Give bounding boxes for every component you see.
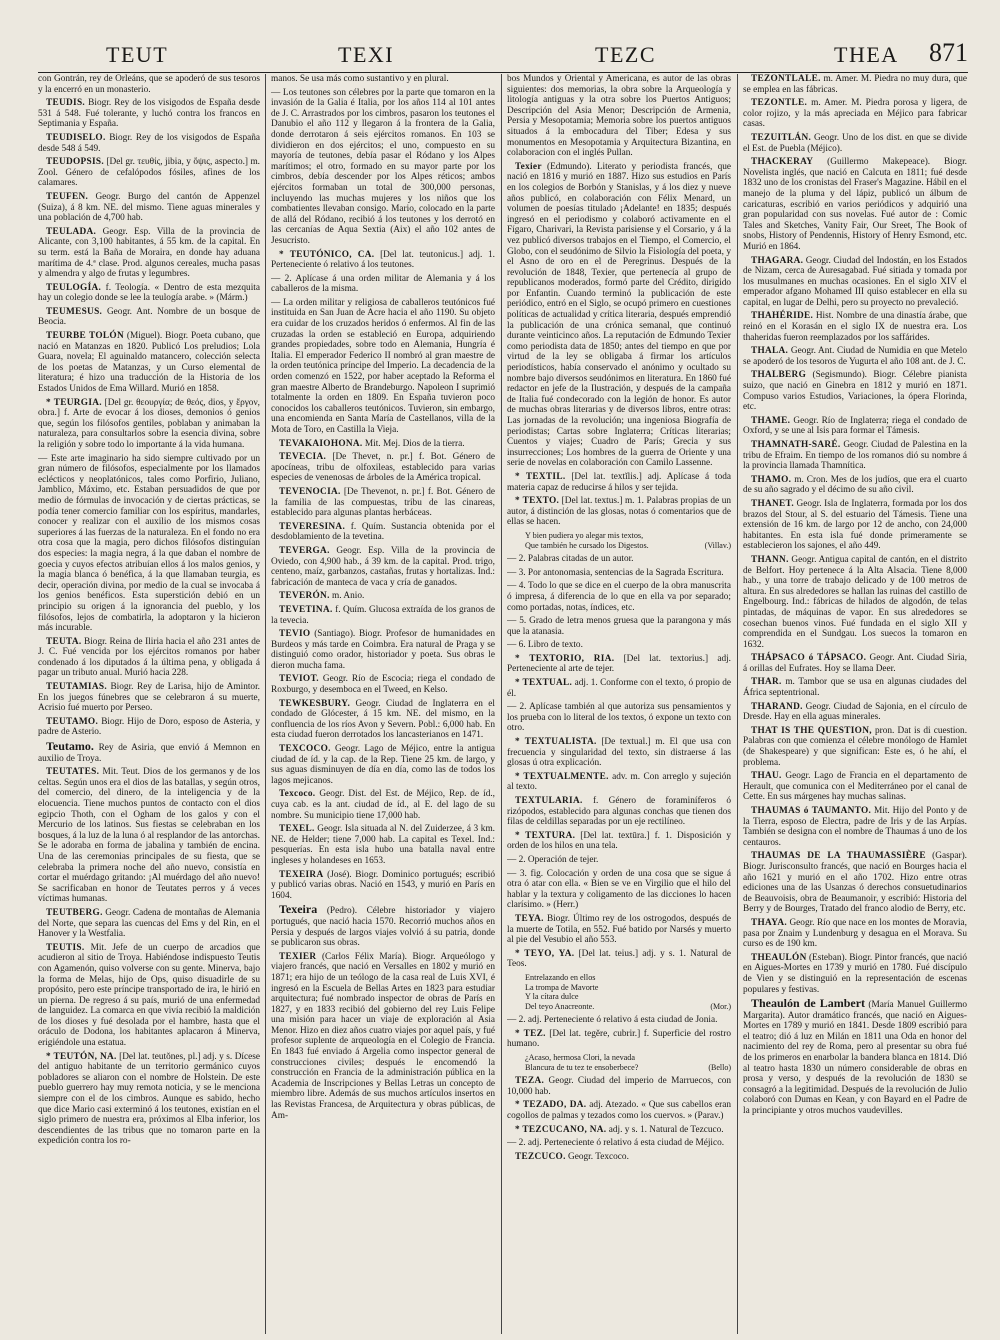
entry-body: — 2. adj. Perteneciente ó relativo á esta ciudad de Méjico. <box>507 1138 725 1149</box>
dictionary-entry <box>507 554 731 565</box>
dictionary-entry <box>507 831 731 852</box>
entry-headword: TEXEL. <box>279 824 315 835</box>
entry-body: (Gaspar). Biogr. Jurisconsulto francés, que nació en Bourges hacia el año 1621 y murió en el año 1702. Hizo entre otras ediciones una de las Usanzas ó derechos consuetudinarios de Beauvoisis, obra de Beaumanoir, y escribió: Historia del Berry y de Bourges, Tratado del franco alodio de Berry, etc. <box>743 851 967 915</box>
dictionary-entry <box>743 851 967 915</box>
entry-body: Geogr. Ant. Ciudad de Numidia en que Metelo se apoderó de los tesoros de Yugurta el año 108 ant. de J. C. <box>743 346 967 367</box>
entry-body: [Del lat. teutŏnes, pl.] adj. y s. Dícese del antiguo habitante de un territorio germánico cuyos pobladores se aliaron con el nombre de Holstein. De este pueblo guerrero hay muy remota noticia, y se le menciona siempre con el de los cimbros. Aunque es sabido, hecho que dice Mario casi exterminó á los teutones, existían en el siglo primero de nuestra era, próximos al Elba inferior, los descendientes de las tribus que no tomaron parte en la expedición contra los ro- <box>38 1051 260 1147</box>
dictionary-entry <box>743 311 967 343</box>
dictionary-entry <box>507 581 731 613</box>
dictionary-entry <box>38 717 260 738</box>
dictionary-entry <box>271 674 495 695</box>
dictionary-entry <box>38 307 260 328</box>
dictionary-entry <box>743 653 967 674</box>
entry-headword: THANN. <box>751 554 789 565</box>
dictionary-entry <box>507 869 731 911</box>
dictionary-entry <box>507 949 731 970</box>
entry-headword: * TEXTUALISTA. <box>515 737 597 748</box>
entry-body: Rey de Asiria, que envió á Memnon en auxilio de Troya. <box>38 743 260 764</box>
dictionary-entry <box>743 133 967 154</box>
entry-body: — 2. Palabras citadas de un autor. <box>507 554 634 565</box>
entry-headword: THAMNATH-SARÉ. <box>751 440 841 450</box>
entry-body: m. Cron. Mes de los judíos, que era el cuarto de su año sagrado y el décimo de su año civil. <box>743 474 967 496</box>
text-column-4 <box>743 74 967 1336</box>
dictionary-entry <box>743 771 967 803</box>
entry-body: — 2. Aplícase á una orden militar de Alemania y á los caballeros de la misma. <box>271 273 495 295</box>
dictionary-entry <box>271 74 495 85</box>
entry-headword: TEURBE TOLÓN <box>46 331 124 342</box>
entry-body: Biogr. Rey de los visigodos de España desde 531 á 548. Fué tolerante, y luchó contra los francos en Septimania y España. <box>38 98 260 130</box>
dictionary-entry <box>507 914 731 946</box>
dictionary-entry <box>38 1052 260 1147</box>
entry-headword: TEXCOCO. <box>279 744 331 755</box>
dictionary-entry <box>743 726 967 768</box>
entry-body: [De textual.] m. El que usa con frecuencia y singularidad del texto, sin distraerse á las glosas ú otra explicación. <box>507 737 731 769</box>
column-rule <box>501 74 502 1334</box>
entry-headword: TEVERÓN. <box>279 591 330 602</box>
entry-body: (Santiago). Biogr. Profesor de humanidades en Burdeos y más tarde en Coimbra. Era natural de Praga y se distinguió como orador, historiador y poeta. Sus obras le dieron mucha fama. <box>271 629 495 671</box>
entry-headword: TEVAKAIOHONA. <box>279 438 363 449</box>
entry-headword: THALA. <box>751 346 789 357</box>
entry-headword: * TEUTÓNICO, CA. <box>279 249 375 260</box>
entry-body: Geogr. Burgo del cantón de Appenzel (Suiza), á 8 km. NE. del mismo. Tiene aguas minerales y una población de 4,700 hab. <box>38 191 260 224</box>
dictionary-entry <box>743 98 967 130</box>
dictionary-entry <box>271 452 495 484</box>
text-column-3 <box>507 74 731 1336</box>
entry-body: f. Quím. Sustancia obtenida por el desdoblamiento de la tevetina. <box>271 521 495 543</box>
dictionary-entry <box>743 440 967 472</box>
entry-body: [Del lat. textus.] m. 1. Palabras propias de un autor, á distinción de las glosas, notas ó comentarios que de ellas se hacen. <box>507 496 731 528</box>
entry-headword: THALBERG <box>751 370 807 381</box>
entry-body: (Esteban). Biogr. Pintor francés, que nació en Aigues-Mortes en 1739 y murió en 1780. Fué discípulo de Vien y se distinguió en la representación de escenas populares y festivas. <box>743 952 967 995</box>
entry-body: Geogr. Ciudad de Palestina en la tribu de Efraim. En tiempo de los romanos dió su nombre á la provincia llamada Thamnítica. <box>743 440 967 472</box>
dictionary-entry <box>743 475 967 496</box>
entry-headword: TEUTA. <box>46 636 82 647</box>
dictionary-entry <box>507 496 731 528</box>
entry-body: (María Manuel Guillermo Margarita). Autor dramático francés, que nació en Aigues-Mortes en 1789 y murió en 1841. Desde 1809 escribió para el teatro; dió á luz en Milán en 1811 una Oda en honor del nacimiento del rey de Roma, pero al presentar su obra fué de los primeros en enarbolar la bandera blanca en 1814. Dió al teatro hasta 1830 un número considerable de obras en prosa y verso, y después de la revolución de 1830 se consagró a la legitimidad. Después de la revolución de Julio colaboró con Dumas en Kean, y con Bayard en el Padre de la principiante y otros muchos vaudevilles. <box>743 1000 967 1117</box>
dictionary-entry <box>507 796 731 828</box>
entry-headword: THAYA. <box>751 917 787 928</box>
entry-body: — 2. adj. Perteneciente ó relativo á esta ciudad de Jonia. <box>507 1015 718 1026</box>
entry-body: Geogr. Río que nace en los montes de Moravia, pasa por Znaim y Lundenburg y desagua en el Morava. Su curso es de 190 km. <box>743 917 967 950</box>
dictionary-entry <box>743 555 967 650</box>
quotation <box>507 1053 731 1072</box>
entry-headword: TEZONTLE. <box>751 98 808 109</box>
entry-body: m. Tambor que se usa en algunas ciudades del África septentrional. <box>743 677 967 699</box>
entry-body: Geogr. Río de Escocia; riega el condado de Roxburgo, y desemboca en el Tweed, en Kelso. <box>271 674 495 696</box>
quotation-text: Entrelazando en ellos La trompa de Mavorte Y la cítara dulce Del teyo Anacreonte. <box>525 972 599 1011</box>
entry-body: adj. 1. Conforme con el texto, ó propio de él. <box>507 678 731 699</box>
entry-headword: TEVERGA. <box>279 545 330 556</box>
entry-body: (José). Biogr. Dominico portugués; escribió y publicó varias obras. Nació en 1543, y murió en París en 1604. <box>271 869 495 901</box>
entry-body: — La orden militar y religiosa de caballeros teutónicos fué instituida en San Juan de Acre hacia el año 1190. Su objeto era cuidar de los cruzados heridos ó enfermos. Al fin de las cruzadas la orden se estableció en Europa, adquiriendo grandes propiedades, sobre todo en Alemania, Hungría é Italia. El emperador Federico II nombró al gran maestre de la orden teutónica príncipe del Imperio. La decadencia de la orden comenzó en 1522, por haber aceptado la Reforma el gran maestre Alberto de Brandeburgo. Napoleon I suprimió totalmente la orden en 1809. En España tuvieron poco conocidos los caballeros teutónicos. Tuvieron, sin embargo, una encomienda en Santa María de Castellanos, villa de la Mota de Toro, en Castilla la Vieja. <box>271 297 495 435</box>
dictionary-entry <box>743 806 967 848</box>
dictionary-entry <box>271 744 495 786</box>
entry-body: Geogr. Ant. Nombre de un bosque de Beocia. <box>38 306 260 328</box>
entry-headword: * TEZCUCANO, NA. <box>515 1124 607 1135</box>
dictionary-entry <box>38 682 260 714</box>
entry-headword: THAT IS THE QUESTION, <box>751 725 872 736</box>
dictionary-entry <box>507 472 731 493</box>
entry-headword: * TEXTORIO, RIA. <box>515 653 615 664</box>
entry-headword: TEULOGÍA. <box>46 282 102 293</box>
dictionary-entry <box>271 546 495 588</box>
entry-body: f. Género de foraminíferos ó rizópodos, establecido para algunas conchas que tienen dos filas de celdillas separadas por un eje rectilíneo. <box>507 796 731 828</box>
entry-body: (Miguel). Biogr. Poeta cubano, que nació en Matanzas en 1820. Publicó Los preludios; Lola Guara, novela; El aguinaldo matancero, colección selecta de los poetas de Matanzas, y un Curso elemental de literatura; é hizo una traducción de la Historia de los Estados Unidos de Ema Willard. Murió en 1858. <box>38 331 260 395</box>
dictionary-entry <box>271 439 495 450</box>
entry-headword: TEVETINA. <box>279 604 333 615</box>
dictionary-entry <box>507 678 731 699</box>
entry-body: Geogr. Esp. Villa de la provincia de Oviedo, con 4,900 hab., á 39 km. de la capital. Prod. trigo, centeno, maíz, garbanzos, castañas, frutas y hortalizas. Ind.: fabricación de manteca de vaca y cría de ganados. <box>271 545 495 588</box>
entry-body: [Del lat. textūra.] f. 1. Disposición y orden de los hilos en una tela. <box>507 830 731 852</box>
entry-body: (Pedro). Célebre historiador y viajero portugués, que nació hacia 1570. Recorrió muchos años en Persia y después de largos viajes volvió á su patria, donde se publicaron sus obras. <box>271 906 495 949</box>
entry-body: adv. m. Con arreglo y sujeción al texto. <box>507 771 731 793</box>
dictionary-entry <box>38 943 260 1049</box>
entry-headword: TEZUITLÁN. <box>751 132 812 143</box>
entry-body: Geogr. Texcoco. <box>568 1151 629 1162</box>
dictionary-entry <box>271 952 495 1122</box>
dictionary-entry <box>271 591 495 602</box>
dictionary-entry <box>271 274 495 295</box>
entry-headword: TEXTULARIA. <box>515 796 583 806</box>
entry-body: Geogr. Esp. Villa de la provincia de Alicante, con 3,100 habitantes, á 55 km. de la capital. En su term. está la Baña de Moraira, en donde hay aduana marítima de 4.ª clase. Prod. algunos cereales, mucha pasas y almendra y algo de frutas y legumbres. <box>38 226 260 280</box>
entry-body: Geogr. Isla de Inglaterra, formada por los dos brazos del Stour, al S. del estuario del Támesis. Tiene una extensión de 16 km. de largo por 12 de ancho, con 24,000 habitantes. En esta isla fué donde primeramente se establecieron los sajones, el año 449. <box>743 498 967 552</box>
dictionary-entry <box>743 74 967 95</box>
dictionary-entry <box>743 702 967 723</box>
entry-headword: TEZCUCO. <box>515 1151 566 1162</box>
entry-body: f. Quím. Glucosa extraída de los granos de la tevecia. <box>271 604 495 626</box>
entry-body: — 4. Todo lo que se dice en el cuerpo de la obra manuscrita ó impresa, á diferencia de lo que en ella va por separado; como portadas, notas, índices, etc. <box>507 581 731 613</box>
dictionary-entry <box>743 499 967 552</box>
entry-headword: TEUTAMO. <box>46 716 99 727</box>
entry-headword: * TEXTUAL. <box>515 678 573 689</box>
dictionary-entry <box>38 637 260 679</box>
entry-body: [Del gr. θεουργία; de θεός, dios, y ἔργον, obra.] f. Arte de evocar á los dioses, demonios ó genios que, según los filósofos gentiles, poblaban y animaban la naturaleza, para consultarlos sobre la esencia divina, sobre la religión y sobre todo lo importante á la vida humana. <box>38 397 260 450</box>
entry-headword: * TEXTUALMENTE. <box>515 771 609 782</box>
entry-body: — 6. Libro de texto. <box>507 640 583 651</box>
entry-body: Mit. Jefe de un cuerpo de arcadios que acudieron al sitio de Troya. Habiéndose indispuesto Teutis con Agamenón, quiso volverse con su gente. Minerva, bajo la forma de Melas, hijo de Ops, quiso disuadirle de su propósito, pero este príncipe transportado de ira, le hirió en un pierna. De regreso á su país, murió de una enfermedad de languidez. La comarca en que vivía recibió la maldición de los dioses y fué desolada por el hambre, hasta que el oráculo de Dodona, los habitantes aplacaron á Minerva, erigiéndole una estatua. <box>38 942 260 1049</box>
quotation-source: (Villav.) <box>704 540 731 550</box>
entry-body: Geogr. Isla situada al N. del Zuiderzee, á 3 km. NE. de Helder; tiene 7,000 hab. La capital es Texel. Ind.: pesquerías. En esta isla hubo una batalla naval entre ingleses y holandeses en 1653. <box>271 824 495 866</box>
entry-headword: TEVIOT. <box>279 674 319 685</box>
entry-headword: * TEXTIL. <box>515 471 566 482</box>
entry-headword: TEULADA. <box>46 226 97 237</box>
dictionary-entry <box>271 789 495 821</box>
entry-body: Geogr. Ciudad del imperio de Marruecos, con 10,000 hab. <box>507 1076 731 1097</box>
dictionary-entry <box>271 487 495 519</box>
quotation-source: (Bello) <box>708 1062 731 1072</box>
entry-body: adj. Atezado. « Que sus cabellos eran cogollos de palmas y tezados como los cuervos. » (Parav.) <box>507 1100 731 1122</box>
dictionary-entry <box>507 737 731 769</box>
entry-headword: Theaulón de Lambert <box>751 996 866 1011</box>
entry-body: Geogr. Dist. del Est. de Méjico, Rep. de íd., cuya cab. es la ant. ciudad de íd., al E. del lago de su nombre. Su municipio tiene 17,000 hab. <box>271 789 495 821</box>
dictionary-entry <box>507 702 731 734</box>
entry-body: m. Anio. <box>332 591 365 602</box>
entry-body: — 2. Operación de tejer. <box>507 854 599 865</box>
entry-body: Mit. Mej. Dios de la tierra. <box>364 438 465 449</box>
entry-headword: THAR. <box>751 677 782 688</box>
entry-headword: THÁPSACO ó TÁPSACO. <box>751 653 867 664</box>
entry-body: Geogr. Lago de Francia en el departamento de Herault, que comunica con el Mediterráneo por el canal de Cette. En sus márgenes hay muchas salinas. <box>743 771 967 803</box>
dictionary-entry <box>38 398 260 451</box>
dictionary-entry <box>271 699 495 741</box>
entry-body: [Del lat. textĭlis.] adj. Aplícase á toda materia capaz de reducirse á hilos y ser tejida. <box>507 471 731 493</box>
page-header <box>0 36 1000 76</box>
dictionary-entry <box>743 416 967 437</box>
entry-body: Geogr. Uno de los dist. en que se divide el Est. de Puebla (Méjico). <box>743 132 967 154</box>
dictionary-entry <box>507 772 731 793</box>
entry-body: Biogr. Reina de Iliria hacia el año 231 antes de J. C. Fué vencida por los ejércitos romanos por haber condenado á los diputados á la última pena, y obligada á pagar un tributo anual. Murió hacia 228. <box>38 636 260 679</box>
entry-headword: TEUMESUS. <box>46 306 103 317</box>
entry-body: (Carlos Félix María). Biogr. Arqueólogo y viajero francés, que nació en Versalles en 1802 y murió en 1871; era hijo de un teólogo de la casa real de Luis XVI, é ingresó en la Escuela de Bellas Artes en 1823 para estudiar arquitectura; fué nombrado inspector de obras de París en 1827, y en 1833 recibió del gobierno del rey Luis Felipe una misión para hacer un viaje de exploración al Asia Menor. Hizo en diez años cuatro viajes por aquel país, y fué profesor suplente de arqueología en el Colegio de Francia. En 1843 fué enviado á Argelia como inspector general de construcciones civiles; después le encomendó la construcción en Francia de la administración pública en la Academia de Inscripciones y Bellas Letras un concepto de miembro libre. Además de sus muchos artículos insertos en las Revistas Francesa, de Arquitectura y obras públicas, de Am- <box>271 951 495 1121</box>
entry-headword: THAUMAS DE LA THAUMASSIÈRE <box>751 851 926 862</box>
entry-body: (Segismundo). Biogr. Célebre pianista suizo, que nació en Ginebra en 1812 y murió en 1871. Compuso varios Estudios, Variaciones, la ópera Florinda, etc. <box>743 370 967 413</box>
dictionary-entry <box>507 1125 731 1136</box>
entry-body: Hist. Nombre de una dinastía árabe, que reinó en el Korasán en el siglo IX de nuestra era. Los thaheridas fueron reemplazados por los saffárides. <box>743 311 967 343</box>
entry-body: [Del lat. tegĕre, cubrir.] f. Superficie del rostro humano. <box>507 1028 731 1050</box>
text-column-1 <box>38 74 260 1336</box>
entry-headword: * TEYO, YA. <box>515 948 575 959</box>
dictionary-entry <box>507 162 731 469</box>
entry-headword: THACKERAY <box>751 157 814 168</box>
entry-body: Mit. Hijo del Ponto y de la Tierra, esposo de Electra, padre de Iris y de las Arpías. También se designa con el nombre de Thaumas á uno de los centauros. <box>743 806 967 848</box>
dictionary-entry <box>38 283 260 304</box>
entry-body: — 5. Grado de letra menos gruesa que la parangona y más que la atanasia. <box>507 616 731 637</box>
running-head-4: THEA <box>834 42 899 67</box>
entry-headword: TEUTBERG. <box>46 907 103 918</box>
entry-headword: THAME. <box>751 415 791 426</box>
entry-headword: TEVIO <box>279 629 311 640</box>
dictionary-entry <box>507 1138 731 1149</box>
dictionary-entry <box>38 767 260 905</box>
entry-body: [Del lat. teutonicus.] adj. 1. Perteneciente ó relativo á los teutones. <box>271 249 495 271</box>
dictionary-entry <box>38 74 260 95</box>
entry-body: — Este arte imaginario ha sido siempre cultivado por un gran número de filósofos, especialmente por los llamados eclécticos y neoplatónicos, tales como Porfirio, Juliano, Jamblico, Máximo, etc. Estaban persuadidos de que por medio de fórmulas de invocación y de ciertas prácticas, se podía tener comercio familiar con los espíritus, mandarles, conocer y realizar con el auxilio de los mismos cosas superiores á las fuerzas de la naturaleza. En el fondo no era otra cosa que la magia, pero dichos filósofos distinguían dos especies: la magia negra, á la que daban el nombre de goecia y cuyos efectos atribuían ellos á los malos genios, y la magia blanca ó benéfica, á la que llamaban teurgia, es decir, operación divina, por medio de la cual se invocaba á los genios benéficos. Esta superstición debió en un principio su origen á la ignorancia del pueblo, y los filósofos, lejos de combatirla, la adoptaron y la hicieron más incurable. <box>38 453 260 634</box>
entry-headword: TEVENOCIA. <box>279 486 341 497</box>
entry-body: — 2. Aplícase también al que autoriza sus pensamientos y los prueba con lo literal de los textos, ó expone un texto con otro. <box>507 702 731 734</box>
dictionary-entry <box>507 74 731 159</box>
dictionary-entry <box>743 677 967 698</box>
entry-headword: * TEZADO, DA. <box>515 1100 587 1111</box>
entry-body: [Del lat. teius.] adj. y s. 1. Natural de Teos. <box>507 948 731 970</box>
dictionary-entry <box>38 908 260 940</box>
dictionary-entry <box>507 1100 731 1121</box>
entry-headword: TEUFEN. <box>46 191 89 202</box>
dictionary-entry <box>271 629 495 671</box>
entry-body: Geogr. Ciudad del Indostán, en los Estados de Nizam, cerca de Auresagabad. Fué sitiada y tomada por los musulmanes en muchas ocasiones. En el siglo XIV el emperador afgano Mohamed III quiso establecer en ella su capital, en lugar de Delhi, pero su proyecto no prevaleció. <box>743 255 967 308</box>
entry-headword: * TEXTURA. <box>515 830 576 841</box>
quotation-text: ¿Acaso, hermosa Clori, la nevada Blancura de tu tez te ensoberbece? <box>525 1053 639 1072</box>
dictionary-entry <box>507 568 731 579</box>
entry-body: Mit. Teut. Dios de los germanos y de los celtas. Según unos era el dios de las batallas, y según otros, del comercio, del dinero, de la inteligencia y de la elocuencia. Tiene muchos puntos de contacto con el dios egipcio Thoth, con el Ogham de los galos y con el Mercurio de los latinos. Sus fiestas se celebraban en los bosques, á la luz de la luna ó al resplandor de las antorchas. Se le adoraba en forma de jabalina y también de encina. Una de las ceremonias principales de su fiesta, que se celebraba la primera noche del año nuevo, consistía en cortar el muérdago gritando: ¡Al muérdago del año nuevo! Se sacrificaban en honor de Teutates perros y á veces víctimas humanas. <box>38 767 260 905</box>
entry-body: Biogr. Hijo de Doro, esposo de Asteria, y padre de Asterio. <box>38 716 260 738</box>
quotation-source: (Mor.) <box>710 1001 731 1011</box>
page-number: 871 <box>929 38 968 67</box>
entry-headword: * TEUTÓN, NA. <box>46 1051 117 1062</box>
quotation-text: Y bien pudiera yo alegar mis textos, Que también he cursado los Digestos. <box>525 530 649 550</box>
entry-body: [De Thevet, n. pr.] f. Bot. Género de apocíneas, tribu de olfoxileas, establecido para varias especies de venenosas de árboles de la América tropical. <box>271 452 495 484</box>
dictionary-entry <box>507 616 731 637</box>
dictionary-entry <box>507 640 731 651</box>
entry-headword: TEUTAMIAS. <box>46 682 107 693</box>
dictionary-entry <box>38 157 260 189</box>
entry-body: manos. Se usa más como sustantivo y en plural. <box>271 74 449 84</box>
entry-headword: TEVERESINA. <box>279 521 346 532</box>
entry-headword: TEUTIS. <box>46 942 85 953</box>
dictionary-entry <box>743 998 967 1117</box>
entry-body: bos Mundos y Oriental y Americana, es autor de las obras siguientes: dos memorias, la obra sobre la Arqueología y litología antiguas y la otra sobre los Puertos Antiguos; Descripción del Asia Menor; Descripción de Armenia, Persia y Mesopotamia; Memoria sobre los puertos antiguos situados á la embocadura del Tiber; Edesa y sus monumentos en Mesopotamia y Arquitectura Bizantina, en colaboracion con el inglés Pullan. <box>507 74 731 159</box>
entry-body: Geogr. Lago de Méjico, entre la antigua ciudad de íd. y la cap. de la Rep. Tiene 25 km. de largo, y sus aguas disminuyen de día en día, como las de todos los lagos mejicanos. <box>271 744 495 786</box>
entry-body: con Gontrán, rey de Orleáns, que se apoderó de sus tesoros y la encerró en un monasterio. <box>38 74 260 95</box>
column-rule <box>265 74 266 1334</box>
dictionary-entry <box>38 331 260 395</box>
entry-headword: TEUDIS. <box>46 98 86 109</box>
entry-headword: TEXEIRA <box>279 869 324 880</box>
entry-body: — 3. Por antonomasia, sentencias de la Sagrada Escritura. <box>507 567 724 578</box>
dictionary-entry <box>743 370 967 412</box>
entry-headword: TEWKESBURY. <box>279 698 351 709</box>
entry-body: Biogr. Rey de los visigodos de España desde 548 á 549. <box>38 132 260 154</box>
entry-headword: TEXIER <box>279 951 317 962</box>
entry-body: [Del lat. textorius.] adj. Perteneciente al arte de tejer. <box>507 653 731 675</box>
entry-body: Biogr. Último rey de los ostrogodos, después de la muerte de Totila, en 552. Fué batido por Narsés y muerto al pie del Vesubio el año 553. <box>507 913 731 946</box>
dictionary-entry <box>38 741 260 764</box>
entry-body: — Los teutones son célebres por la parte que tomaron en la invasión de la Galia é Italia, por los años 114 al 101 antes de J. C. Arrastrados por los cimbros, pasaron los teutones el Danubio el año 112 y llegaron á la frontera de la Galia, donde derrotaron á seis ejércitos romanos. En 103 se dividieron en dos ejércitos; el uno, compuesto en su mayoría de teutones, debía pasar el Ródano y los Alpes marítimos; el otro, formado en su mayor parte por los cimbros, debía descender por los Alpes réticos; ambos ejércitos formaban un total de 300,000 personas, incluyendo las muchas mujeres y los niños que los combatientes llevaban consigo. Mario, colocado en la parte de allá del Ródano, recibió á los teutones y los derrotó en las cercanías de Aqua Sextia (Aix) el año 102 antes de Jesucristo. <box>271 87 495 246</box>
entry-headword: Texcoco. <box>279 789 316 800</box>
entry-body: Geogr. Ant. Ciudad Siria, á orillas del Eufrates. Hoy se llama Deer. <box>743 653 967 674</box>
entry-headword: TEUDISELO. <box>46 132 106 143</box>
entry-headword: * TEZ. <box>515 1028 546 1039</box>
dictionary-entry <box>271 88 495 247</box>
entry-headword: THARAND. <box>751 701 803 712</box>
entry-body: [De Thevenot, n. pr.] f. Bot. Género de la familia de las compuestas, tribu de las cinareas, establecido para algunas plantas herbáceas. <box>271 486 495 519</box>
dictionary-entry <box>507 654 731 675</box>
entry-headword: THAU. <box>751 771 782 782</box>
entry-body: pron. Dat is di cuestion. Palabras con que comienza el célebre monólogo de Hamlet (de Shakespeare) y que significan: Este es, ó he ahí, el problema. <box>743 725 967 768</box>
entry-body: f. Teología. « Dentro de esta mezquita hay un colegio donde se lee la teulogía arabe. » (Márm.) <box>38 282 260 304</box>
entry-body: Geogr. Cadena de montañas de Alemania del Norte, que separa las cuencas del Ems y del Rin, en el Hanover y la Westfalia. <box>38 907 260 940</box>
dictionary-entry <box>743 918 967 950</box>
entry-body: Biogr. Rey de Larisa, hijo de Amintor. En los juegos fúnebres que se celebraron á su muerte, Acrisio fué muerto por Perseo. <box>38 682 260 714</box>
column-rule <box>737 74 738 1334</box>
dictionary-entry <box>507 855 731 866</box>
entry-headword: TEYA. <box>515 913 544 924</box>
entry-body: m. Amer. M. Piedra no muy dura, que se emplea en las fábricas. <box>743 74 967 95</box>
entry-body: [Del gr. τευθίς, jibia, y ὄψις, aspecto.] m. Zool. Género de cefalópodos fósiles, afines de los calamares. <box>38 157 260 189</box>
text-column-2 <box>271 74 495 1336</box>
entry-headword: THEAULÓN <box>751 952 807 963</box>
dictionary-entry <box>271 824 495 866</box>
entry-body: Geogr. Ciudad de Inglaterra en el condado de Glócester, á 15 km. NE. del mismo, en la confluencia de los ríos Avon y Severn. Pobl.: 6,000 hab. En esta ciudad fueron derrotados los lancasterianos en 1471. <box>271 698 495 741</box>
entry-headword: THAUMAS ó TAUMANTO. <box>751 806 872 816</box>
dictionary-entry <box>271 870 495 902</box>
entry-body: m. Amer. M. Piedra porosa y ligera, de color rojizo, y la más apreciada en Méjico para fabricar casas. <box>743 98 967 130</box>
entry-headword: Texeira <box>279 902 318 917</box>
running-head-1: TEUT <box>106 42 169 67</box>
dictionary-entry <box>507 1015 731 1026</box>
dictionary-entry <box>271 605 495 626</box>
entry-body: (Edmundo). Literato y periodista francés, que nació en 1816 y murió en 1887. Hizo sus estudios en París en los colegios de Borbón y Stanislas, y á los diez y nueve años publicó, en colaboración con Félix Menard, un volumen de poesías titulado ¡Adelante! en 1835; después ingresó en el periodismo y colaboró activamente en el Fígaro, Charivari, la Revista parisiense y el Corsario, y á la vez publicó diversos trabajos en el Tiempo, el Comercio, el Globo, con el seudónimo de Silvio la Fisiología del poeta, y el Asno de oro en el de Peregrinus. Después de la revolución de 1848, Texier, que pertenecía al grupo de republicanos moderados, formó parte del Crédito, dirigido por Enfantin. Cuando terminó la publicación de este periódico, entró en el Siglo, se ocupó primero en cuestiones políticas de actualidad y crítica literaria, después emprendió la publicación de una crónica semanal, que continuó durante veinticinco años. La reputación de Edmundo Texier como periodista data de 1850; antes del tiempo en que por virtud de la ley se obligaba á firmar los artículos periodísticos, había conservado el anónimo y ocultado su nombre bajo diversos seudónimos en literatura. En 1860 fué redactor en jefe de la Ilustración, y después de la campaña de Italia fué condecorado con la legión de honor. Es autor de muchas obras literarias y de diversos libros, entre otras: Las jornadas de la revolución; una ingeniosa Biografía de periodistas; Cartas sobre Inglaterra; Críticas literarias; Cuentos y viajes; Cuadro de París; Grecia y sus insurrecciones; Los hombres de la guerra de Oriente y una serie de novelas en colaboración con Camilo Lassenne. <box>507 161 731 469</box>
quotation <box>507 973 731 1011</box>
entry-headword: THAGARA. <box>751 255 804 266</box>
entry-headword: THAMO. <box>751 474 792 485</box>
entry-headword: Texier <box>515 161 542 172</box>
entry-body: Geogr. Antigua capital de cantón, en el distrito de Belfort. Hoy pertenece á la Alta Alsacia. Tiene 8,000 hab., y una torre de trabajo delicado y de 100 metros de altura. En sus alrededores se hallan las ruinas del castillo de Engelbourg. Ind.: fábricas de hilados de algodón, de telas pintadas, de máquinas de vapor. En sus alrededores se cosechan buenos vinos. Fué fundada en el siglo XII y comprendida en el Sundgau. Los suecos la tomaron en 1632. <box>743 554 967 650</box>
entry-headword: TEVECIA. <box>279 452 327 463</box>
entry-body: Geogr. Río de Inglaterra; riega el condado de Oxford, y se une al Isis para formar el Támesis. <box>743 415 967 437</box>
running-head-2: TEXI <box>338 42 395 67</box>
dictionary-entry <box>271 904 495 948</box>
entry-body: (Guillermo Makepeace). Biogr. Novelista inglés, que nació en Calcuta en 1811; fué desde 1832 uno de los cronistas del Fraser's Magazine. Hábil en el manejo de la pluma y del lápiz, publicó un álbum de caricaturas, escribió en varios periódicos y adquirió una gran popularidad con sus novelas. Fué autor de : Comic Tales and Sketches, Vanity Fair, Our Sreet, The Book of snobs, History of Pendennis, History of Henry Esmond, etc. Murió en 1864. <box>743 157 967 252</box>
dictionary-entry <box>507 1029 731 1050</box>
dictionary-entry <box>38 98 260 130</box>
entry-headword: TEZA. <box>515 1076 545 1087</box>
dictionary-entry <box>271 250 495 271</box>
dictionary-entry <box>38 133 260 154</box>
dictionary-entry <box>38 192 260 224</box>
entry-headword: TEZONTLALE. <box>751 74 821 84</box>
entry-headword: THAHÉRIDE. <box>751 311 814 322</box>
entry-headword: TEUDOPSIS. <box>46 157 105 168</box>
entry-headword: * TEXTO. <box>515 496 560 507</box>
quotation <box>507 531 731 550</box>
dictionary-entry <box>743 256 967 309</box>
entry-headword: TEUTATES. <box>46 767 100 778</box>
dictionary-entry <box>507 1076 731 1097</box>
dictionary-entry <box>271 298 495 436</box>
dictionary-entry <box>507 1152 731 1163</box>
dictionary-entry <box>743 346 967 367</box>
dictionary-entry <box>38 454 260 634</box>
dictionary-entry <box>743 953 967 995</box>
dictionary-entry <box>743 157 967 252</box>
entry-body: — 3. fig. Colocación y orden de una cosa que se sigue á otra ó atar con ella. « Bien se ve en Virgilio que el hilo del hablar y la textura y coligamento de las dicciones lo hacen clarísimo. » (Herr.) <box>507 868 731 911</box>
entry-headword: Teutamo. <box>46 739 94 754</box>
entry-headword: * TEURGIA. <box>46 397 102 408</box>
running-head-3: TEZC <box>595 42 656 67</box>
dictionary-entry <box>271 522 495 543</box>
dictionary-entry <box>38 227 260 280</box>
entry-body: Geogr. Ciudad de Sajonia, en el círculo de Dresde. Hay en ella aguas minerales. <box>743 701 967 723</box>
entry-body: adj. y s. 1. Natural de Tezcuco. <box>608 1124 724 1135</box>
header-rule <box>38 72 968 73</box>
entry-headword: THANET. <box>751 498 794 509</box>
